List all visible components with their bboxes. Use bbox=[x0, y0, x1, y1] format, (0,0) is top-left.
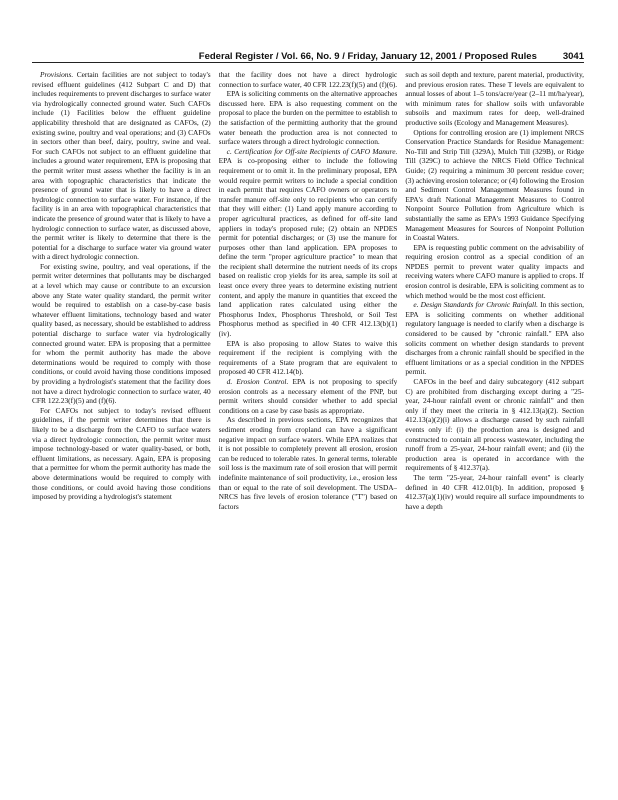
paragraph-text: CAFOs in the beef and dairy subcategory (412 subpart C) are prohibited from discharging except during a "25-year, 24-hour rainfall event or chronic rainfall" and then only if they meet the criteria in § 412.13(a)(2). Section 412.13(a)(2)(i) allows a discharge caused by such rainfall events only if: (i) the production area is designed and constructed to contain all process wastewater, including the runoff from a 25-year, 24-hour rainfall event; and (ii) the production area is operated in accordance with the requirements of § 412.37(a). bbox=[405, 377, 585, 473]
paragraph-lead: e. Design Standards for Chronic Rainfall. bbox=[413, 300, 538, 310]
paragraph bbox=[32, 262, 211, 406]
paragraph bbox=[405, 473, 584, 511]
page-header bbox=[32, 46, 584, 63]
paragraph-text: Certain facilities are not subject to today's revised effluent guidelines (412 Subpart C and D) that includes requirements to prevent discharges to surface water via hydrologically connected ground water. Such CAFOs include (1) Facilities below the effluent guideline applicability threshold that are designated as CAFOs, (2) existing swine, poultry and veal operations; and (3) CAFOs in sectors other than beef, dairy, poultry, swine and veal. For such CAFOs not subject to an effluent guideline that includes a ground water requirement, EPA is proposing that the permit writer must assess whether the facility is in an area with topographic characteristics that indicate the presence of ground water that is likely to have a direct hydrologic connection to surface water. For instance, if the facility is in an area with topographical characteristics that indicate the presence of ground water that is likely to have a hydrologic connection to surface water, as discussed above, the permit writer is likely to determine that there is the potential for a discharge to surface water via ground water with a direct hydrologic connection. bbox=[32, 70, 211, 262]
paragraph bbox=[219, 70, 398, 89]
paragraph-lead: d. Erosion Control. bbox=[226, 377, 289, 386]
column-middle bbox=[219, 70, 398, 776]
paragraph-text: Options for controlling erosion are (1) implement NRCS Conservation Practice Standards for Residue Management: No-Till and Strip Till (329A), Mulch Till (329B), or Ridge Till (329C) to achieve the NRCS Field Office Technical Guide; (2) requiring a minimum 30 percent residue cover; (3) achieving erosion tolerance; or (4) following the Erosion and Sediment Control Management Measures found in EPA's draft National Management Measures to Control Nonpoint Source Pollution from Agriculture which is substantially the same as EPA's 1993 Guidance Specifying Management Measures for Sources of Nonpoint Pollution in Coastal Waters. bbox=[405, 127, 585, 243]
paragraph bbox=[219, 339, 398, 377]
paragraph bbox=[219, 415, 398, 511]
column-right bbox=[405, 70, 584, 776]
page-number: 3041 bbox=[562, 51, 584, 62]
paragraph-text: In this section, EPA is soliciting comments on whether additional regulatory language is needed to clarify when a discharge is considered to be caused by "chronic rainfall." EPA also solicits comment on whether design standards to prevent discharges from a chronic rainfall should be specified in the effluent limitations or as a special condition in the NPDES permit. bbox=[405, 300, 585, 377]
paragraph-text: EPA is co-proposing either to include the following requirement or to omit it. In the preliminary proposal, EPA would require permit writers to include a special condition in each permit that requires CAFO owners or operators to transfer manure off-site only to recipients who can certify that they will either: (1) Land apply manure according to proper agricultural practices, as defined for off-site land appliers in today's proposed rule; (2) obtain an NPDES permit for potential discharges; or (3) use the manure for purposes other than land application. EPA proposes to define the term "proper agriculture practice" to mean that the recipient shall determine the nutrient needs of its crops based on realistic crop yields for its area, sample its soil at least once every three years to determine existing nutrient content, and apply the manure in quantities that exceed the land application rates calculated using either the Phosphorus Index, Phosphorus Threshold, or Soil Test Phosphorus method as specified in 40 CFR 412.13(b)(1)(iv). bbox=[218, 156, 398, 339]
paragraph-text: EPA is not proposing to specify erosion controls as a necessary element of the PNP, but permit writers should consider whether to add special conditions on a case by case basis as appropriate. bbox=[218, 377, 398, 415]
paragraph-lead: Provisions. bbox=[40, 70, 74, 79]
paragraph-lead: c. Certification for Off-site Recipients of CAFO Manure. bbox=[226, 146, 398, 156]
paragraph bbox=[219, 147, 398, 339]
page-header-title: Federal Register / Vol. 66, No. 9 / Friday, January 12, 2001 / Proposed Rules bbox=[198, 51, 537, 62]
paragraph bbox=[405, 70, 584, 128]
paragraph bbox=[405, 377, 584, 473]
paragraph-text: that the facility does not have a direct hydrologic connection to surface water, 40 CFR 122.23(f)(5) and (f)(6). bbox=[218, 70, 398, 89]
paragraph bbox=[405, 243, 584, 301]
paragraph-text: For existing swine, poultry, and veal operations, if the permit writer determines that pollutants may be discharged at a level which may cause or contribute to an excursion above any State water quality standard, the permit writer would be required to establish on a case-by-case basis whatever effluent limitations, technology based and water quality based, as necessary, should be established to address potential discharge to surface water via hydrologically connected ground water. EPA is proposing that a permittee for whom the permit authority has made the above determinations would be required to comply with those conditions, or could avoid having those conditions imposed by providing a hydrologist's statement that the facility does not have a direct hydrologic connection to surface water, 40 CFR 122.23(f)(5) and (f)(6). bbox=[32, 261, 211, 406]
paragraph-text: For CAFOs not subject to today's revised effluent guidelines, if the permit writer determines that there is likely to be a discharge from the CAFO to surface waters via a direct hydrologic connection, the permit writer must impose technology-based or water quality-based, or both, effluent limitations, as necessary. Again, EPA is proposing that a permittee for whom the permit authority has made the above determinations would be required to comply with those conditions, or could avoid having those conditions imposed by providing a hydrologist's statement bbox=[32, 405, 211, 502]
paragraph bbox=[219, 377, 398, 415]
column-left bbox=[32, 70, 211, 776]
paragraph-text: EPA is also proposing to allow States to waive this requirement if the recipient is complying with the requirements of a State program that are equivalent to proposed 40 CFR 412.14(b). bbox=[218, 338, 398, 377]
paragraph bbox=[405, 128, 584, 243]
paragraph-text: As described in previous sections, EPA recognizes that sediment eroding from cropland can have a significant negative impact on surface waters. While EPA realizes that it is not possible to completely prevent all erosion, erosion can be reduced to tolerable rates. In general terms, tolerable soil loss is the maximum rate of soil erosion that will permit indefinite maintenance of soil productivity, i.e., erosion less than or equal to the rate of soil development. The USDA–NRCS has five levels of erosion tolerance ("T") based on factors bbox=[218, 415, 398, 511]
body-columns bbox=[32, 70, 584, 776]
paragraph bbox=[219, 89, 398, 147]
paragraph bbox=[405, 300, 584, 377]
paragraph bbox=[32, 70, 211, 262]
paragraph-text: such as soil depth and texture, parent material, productivity, and previous erosion rates. These T levels are equivalent to annual losses of about 1–5 tons/acre/year (2–11 mt/ha/year), with minimum rates for shallow soils with unfavorable subsoils and maximum rates for deep, well-drained productive soils (Ecology and Management Measures). bbox=[405, 70, 585, 127]
paragraph-text: EPA is requesting public comment on the advisability of requiring erosion control as a special condition of an NPDES permit to prevent water quality impacts and receiving waters where CAFO manure is applied to crops. If erosion control is desirable, EPA is soliciting comment as to which method would be the most cost efficient. bbox=[405, 242, 585, 300]
paragraph-text: EPA is soliciting comments on the alternative approaches discussed here. EPA is also requesting comment on the proposal to place the burden on the permittee to establish to the satisfaction of the permitting authority that the ground water beneath the production area is not connected to surface waters through a direct hydrologic connection. bbox=[218, 89, 398, 147]
paragraph-text: The term "25-year, 24-hour rainfall event" is clearly defined in 40 CFR 412.01(b). In addition, proposed § 412.37(a)(1)(iv) would require all surface impoundments to have a depth bbox=[405, 472, 585, 511]
paragraph bbox=[32, 406, 211, 502]
